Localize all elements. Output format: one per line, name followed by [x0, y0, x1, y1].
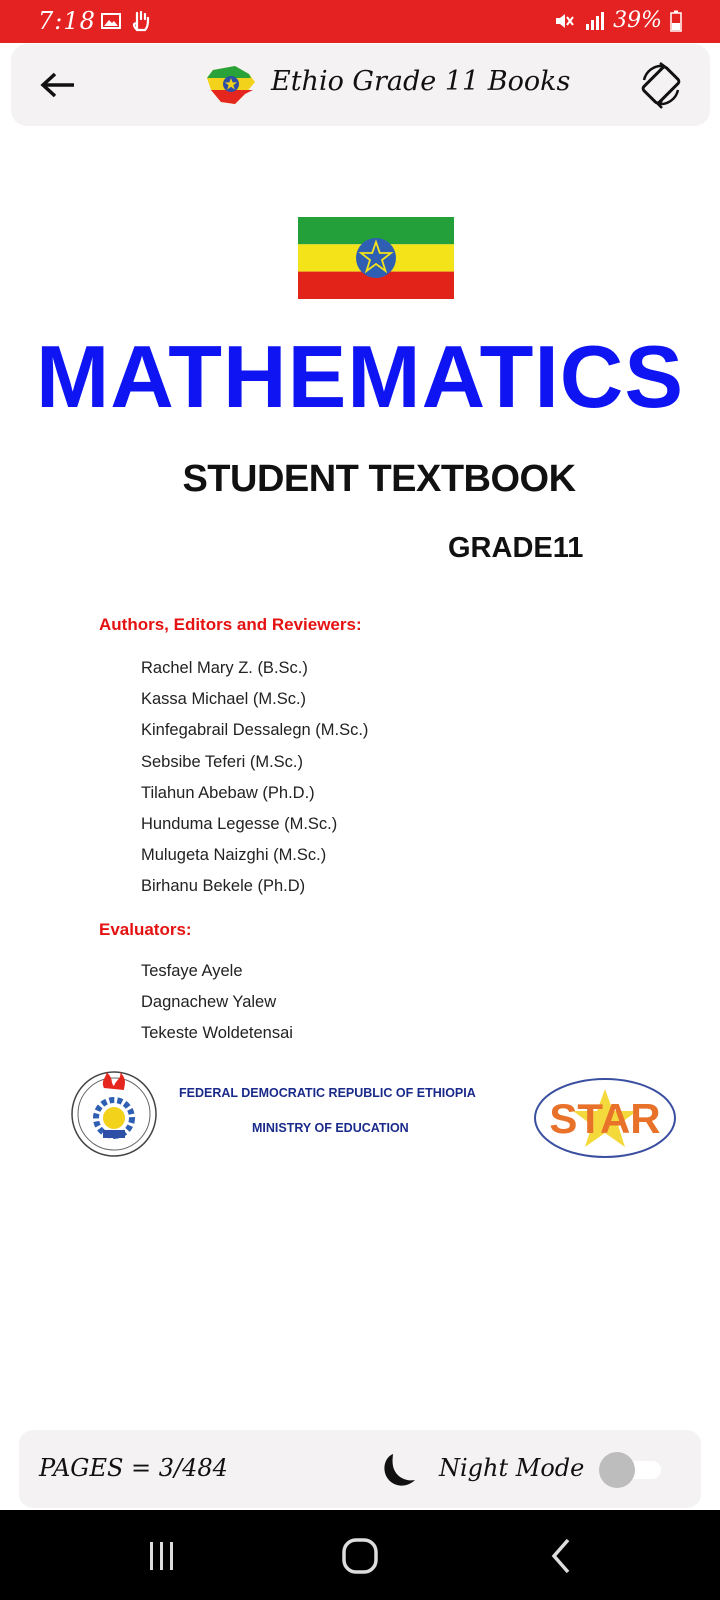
gallery-icon — [100, 10, 122, 32]
app-bar — [11, 44, 710, 126]
moon-icon — [377, 1450, 417, 1490]
author-name: Kinfegabrail Dessalegn (M.Sc.) — [141, 721, 369, 740]
star-logo-icon — [533, 1077, 677, 1159]
page-counter: PAGES = 3/484 — [39, 1454, 228, 1482]
toggle-knob — [599, 1452, 635, 1488]
ethiopia-map-icon — [205, 64, 257, 108]
night-mode-toggle[interactable] — [599, 1452, 665, 1488]
evaluators-heading: Evaluators: — [99, 920, 192, 939]
evaluator-name: Dagnachew Yalew — [141, 993, 277, 1012]
mute-icon — [553, 10, 575, 32]
navigation-bar — [0, 1510, 720, 1600]
evaluator-name: Tekeste Woldetensai — [141, 1024, 293, 1043]
document-subtitle: STUDENT TEXTBOOK — [182, 458, 576, 500]
author-name: Sebsibe Teferi (M.Sc.) — [141, 752, 304, 771]
author-name: Rachel Mary Z. (B.Sc.) — [141, 659, 308, 677]
document-grade: GRADE11 — [448, 532, 584, 564]
back-button[interactable] — [35, 62, 81, 108]
star-logo-text: STAR — [549, 1095, 661, 1142]
signal-icon — [583, 10, 605, 32]
home-icon[interactable] — [338, 1534, 382, 1578]
evaluators-list — [141, 956, 293, 1050]
back-nav-icon[interactable] — [540, 1534, 584, 1578]
ministry-line-country: FEDERAL DEMOCRATIC REPUBLIC OF ETHIOPIA — [179, 1086, 476, 1100]
battery-percent: 39% — [613, 8, 662, 33]
ministry-line-ministry: MINISTRY OF EDUCATION — [252, 1121, 409, 1135]
bottom-bar — [19, 1430, 701, 1508]
battery-icon — [670, 10, 682, 32]
author-name: Tilahun Abebaw (Ph.D.) — [141, 783, 315, 802]
author-name: Birhanu Bekele (Ph.D) — [141, 877, 306, 896]
app-title: Ethio Grade 11 Books — [271, 66, 571, 97]
ministry-emblem-icon — [70, 1070, 158, 1158]
status-bar — [0, 0, 720, 43]
status-time: 7:18 — [38, 7, 96, 35]
author-name: Hunduma Legesse (M.Sc.) — [141, 814, 338, 833]
author-name: Kassa Michael (M.Sc.) — [141, 690, 307, 709]
night-mode-label: Night Mode — [439, 1454, 585, 1482]
evaluator-name: Tesfaye Ayele — [141, 962, 243, 980]
hand-icon — [130, 10, 152, 32]
status-icons-right — [553, 8, 682, 33]
authors-list — [141, 653, 368, 903]
status-icons-left — [100, 10, 152, 32]
authors-heading: Authors, Editors and Reviewers: — [99, 615, 362, 634]
recent-apps-icon[interactable] — [140, 1534, 184, 1578]
document-title: MATHEMATICS — [35, 327, 685, 426]
ethiopian-flag — [298, 217, 454, 299]
screen-rotation-icon[interactable] — [636, 60, 686, 110]
arrow-left-icon — [40, 71, 76, 99]
author-name: Mulugeta Naizghi (M.Sc.) — [141, 846, 327, 865]
